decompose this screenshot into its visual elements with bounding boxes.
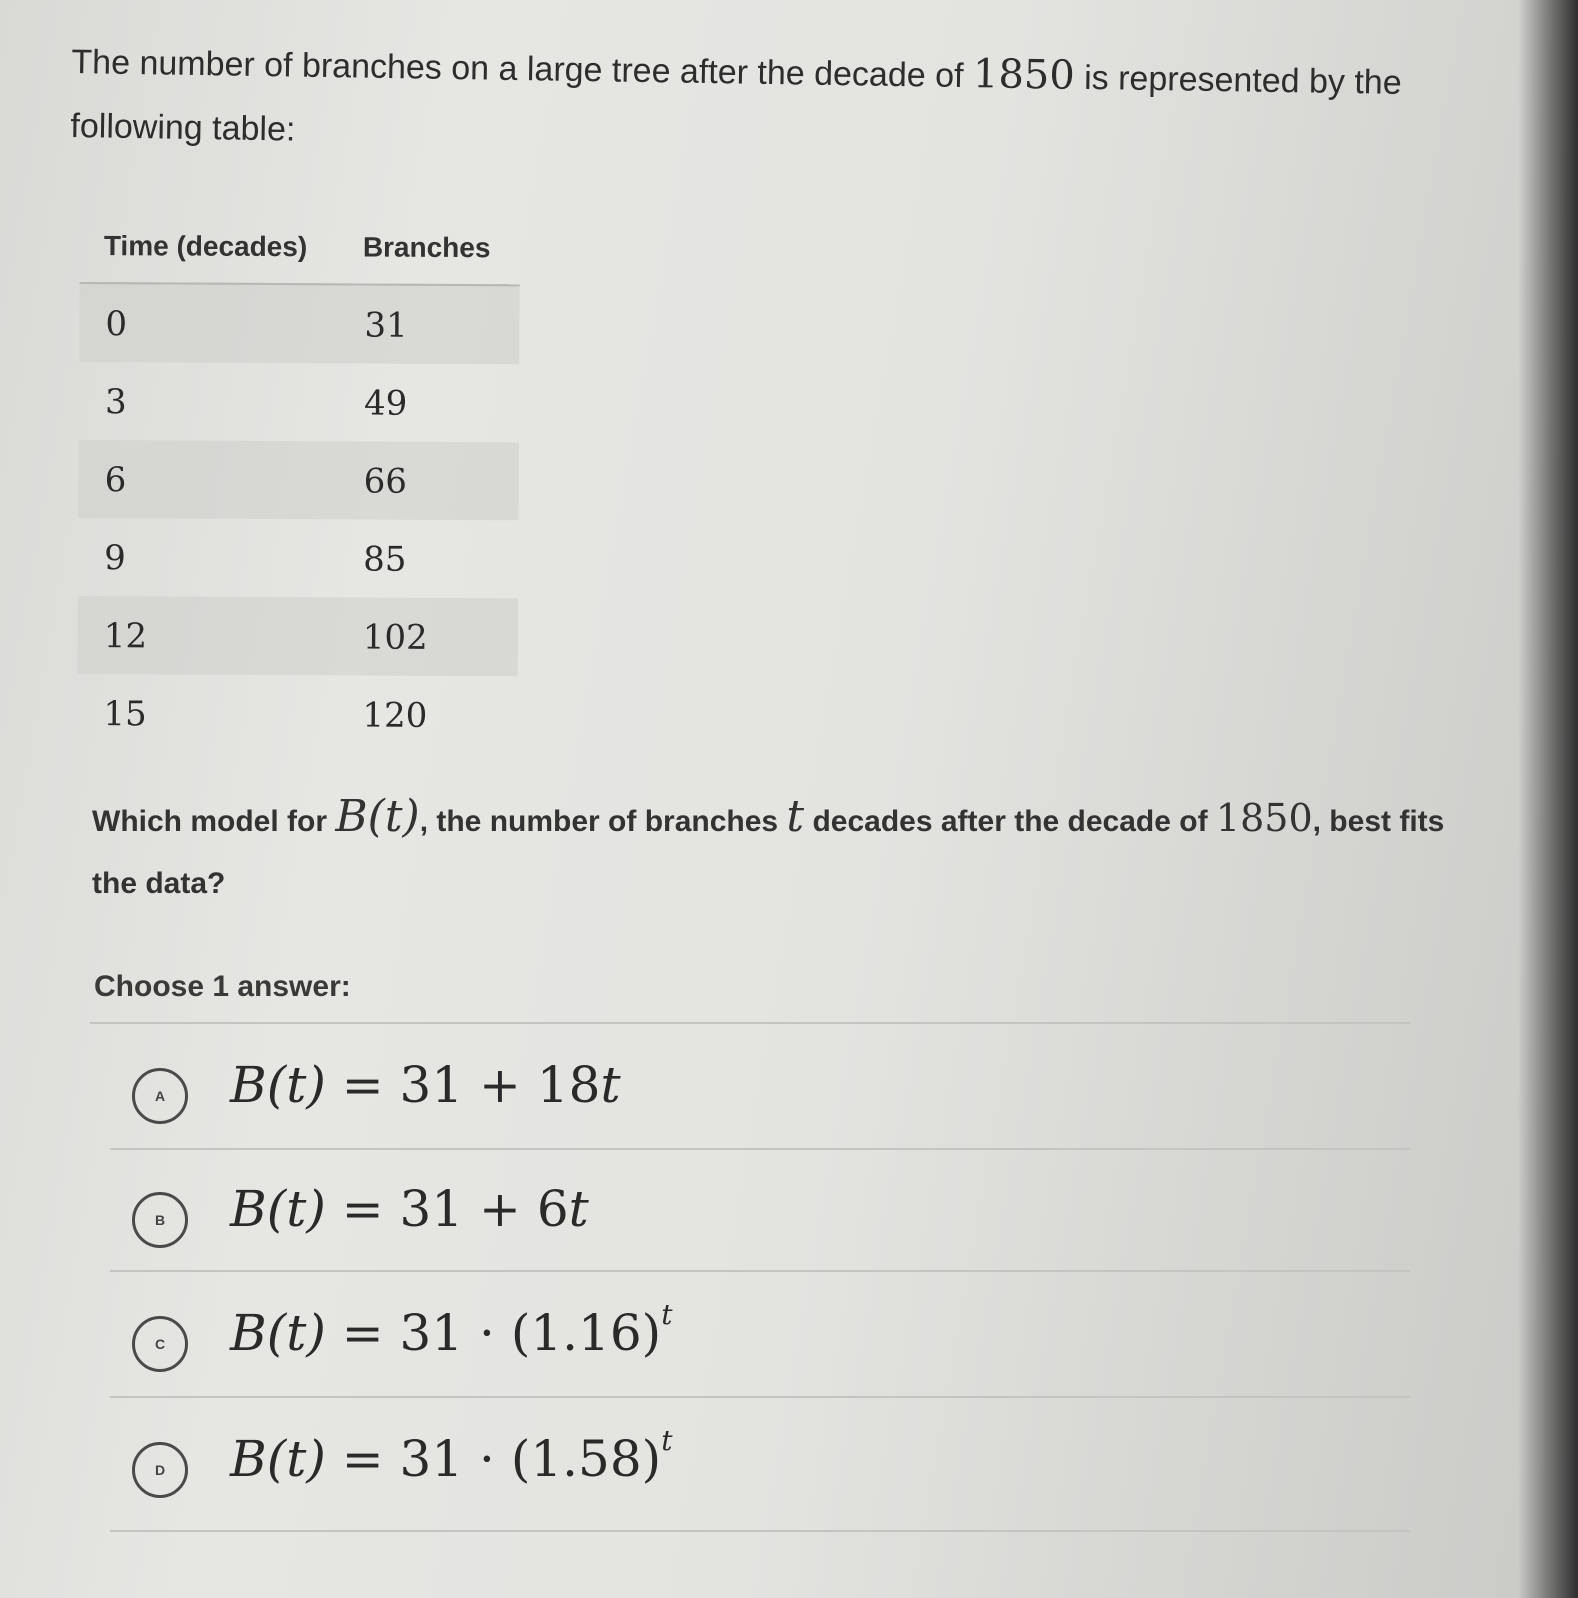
option-d-rhs: = 31 · (1.58) — [325, 1430, 662, 1488]
table-cell-time: 15 — [103, 694, 147, 735]
option-c-rhs: = 31 · (1.16) — [325, 1304, 662, 1362]
answer-option-d[interactable] — [130, 1420, 1410, 1510]
table-cell-time: 3 — [104, 382, 127, 423]
question-text — [92, 786, 1492, 915]
question-part-4: , best fits the data? — [92, 805, 1445, 900]
table-cell-branches: 85 — [363, 539, 407, 580]
divider — [110, 1396, 1410, 1398]
intro-text-after: is represented by the following table: — [70, 58, 1402, 149]
table-cell-time: 0 — [79, 283, 338, 363]
option-a-rhs: = 31 + 18 — [325, 1056, 601, 1114]
option-b-formula — [230, 1180, 589, 1238]
data-table — [77, 220, 520, 754]
answer-option-a[interactable] — [130, 1046, 1410, 1136]
question-part-3: decades after the decade of — [804, 805, 1216, 838]
intro-text-before: The number of branches on a large tree after the decade of — [71, 42, 974, 96]
option-c-lhs: B(t) — [230, 1304, 326, 1362]
radio-button-d[interactable]: D — [132, 1442, 188, 1498]
option-b-lhs: B(t) — [230, 1180, 326, 1238]
choose-answer-label: Choose 1 answer: — [94, 970, 351, 1003]
question-year: 1850 — [1215, 796, 1313, 840]
question-function-name: B(t) — [335, 791, 420, 842]
option-a-formula — [230, 1056, 621, 1114]
table-cell-time: 6 — [78, 440, 337, 519]
option-a-var: t — [600, 1056, 621, 1114]
option-a-lhs: B(t) — [230, 1056, 326, 1114]
answer-option-b[interactable] — [130, 1170, 1410, 1260]
divider — [110, 1270, 1410, 1272]
question-part-1: Which model for — [92, 805, 336, 838]
table-header-row — [80, 220, 520, 285]
radio-button-a[interactable]: A — [132, 1068, 188, 1124]
table-cell-branches: 102 — [337, 597, 518, 676]
option-c-formula — [230, 1298, 673, 1362]
table-row — [78, 440, 518, 520]
option-d-formula — [230, 1424, 673, 1488]
column-header-time: Time (decades) — [80, 220, 339, 284]
table-cell-time: 9 — [104, 538, 126, 579]
table-cell-branches: 49 — [363, 383, 408, 424]
table-row — [77, 674, 517, 754]
problem-intro — [70, 28, 1512, 181]
column-header-branches: Branches — [339, 221, 520, 285]
screen-edge-shadow — [1518, 0, 1578, 1598]
table-row — [78, 596, 518, 676]
table-cell-branches: 31 — [338, 284, 519, 364]
table-row — [79, 283, 519, 364]
divider — [110, 1530, 1410, 1532]
radio-button-b[interactable]: B — [132, 1192, 188, 1248]
option-b-var: t — [568, 1180, 589, 1238]
table-row — [79, 362, 519, 442]
intro-year: 1850 — [972, 51, 1076, 99]
answer-option-c[interactable] — [130, 1294, 1410, 1384]
table-cell-branches: 120 — [362, 695, 428, 736]
option-b-rhs: = 31 + 6 — [325, 1180, 569, 1238]
divider — [110, 1148, 1410, 1150]
divider — [90, 1022, 1410, 1024]
question-variable: t — [786, 791, 805, 842]
table-cell-time: 12 — [78, 596, 337, 675]
table-row — [78, 518, 518, 598]
radio-button-c[interactable]: C — [132, 1316, 188, 1372]
table-cell-branches: 66 — [337, 441, 518, 520]
question-part-2: , the number of branches — [419, 805, 787, 838]
option-d-exponent: t — [661, 1424, 673, 1458]
option-c-exponent: t — [661, 1298, 673, 1332]
option-d-lhs: B(t) — [230, 1430, 326, 1488]
